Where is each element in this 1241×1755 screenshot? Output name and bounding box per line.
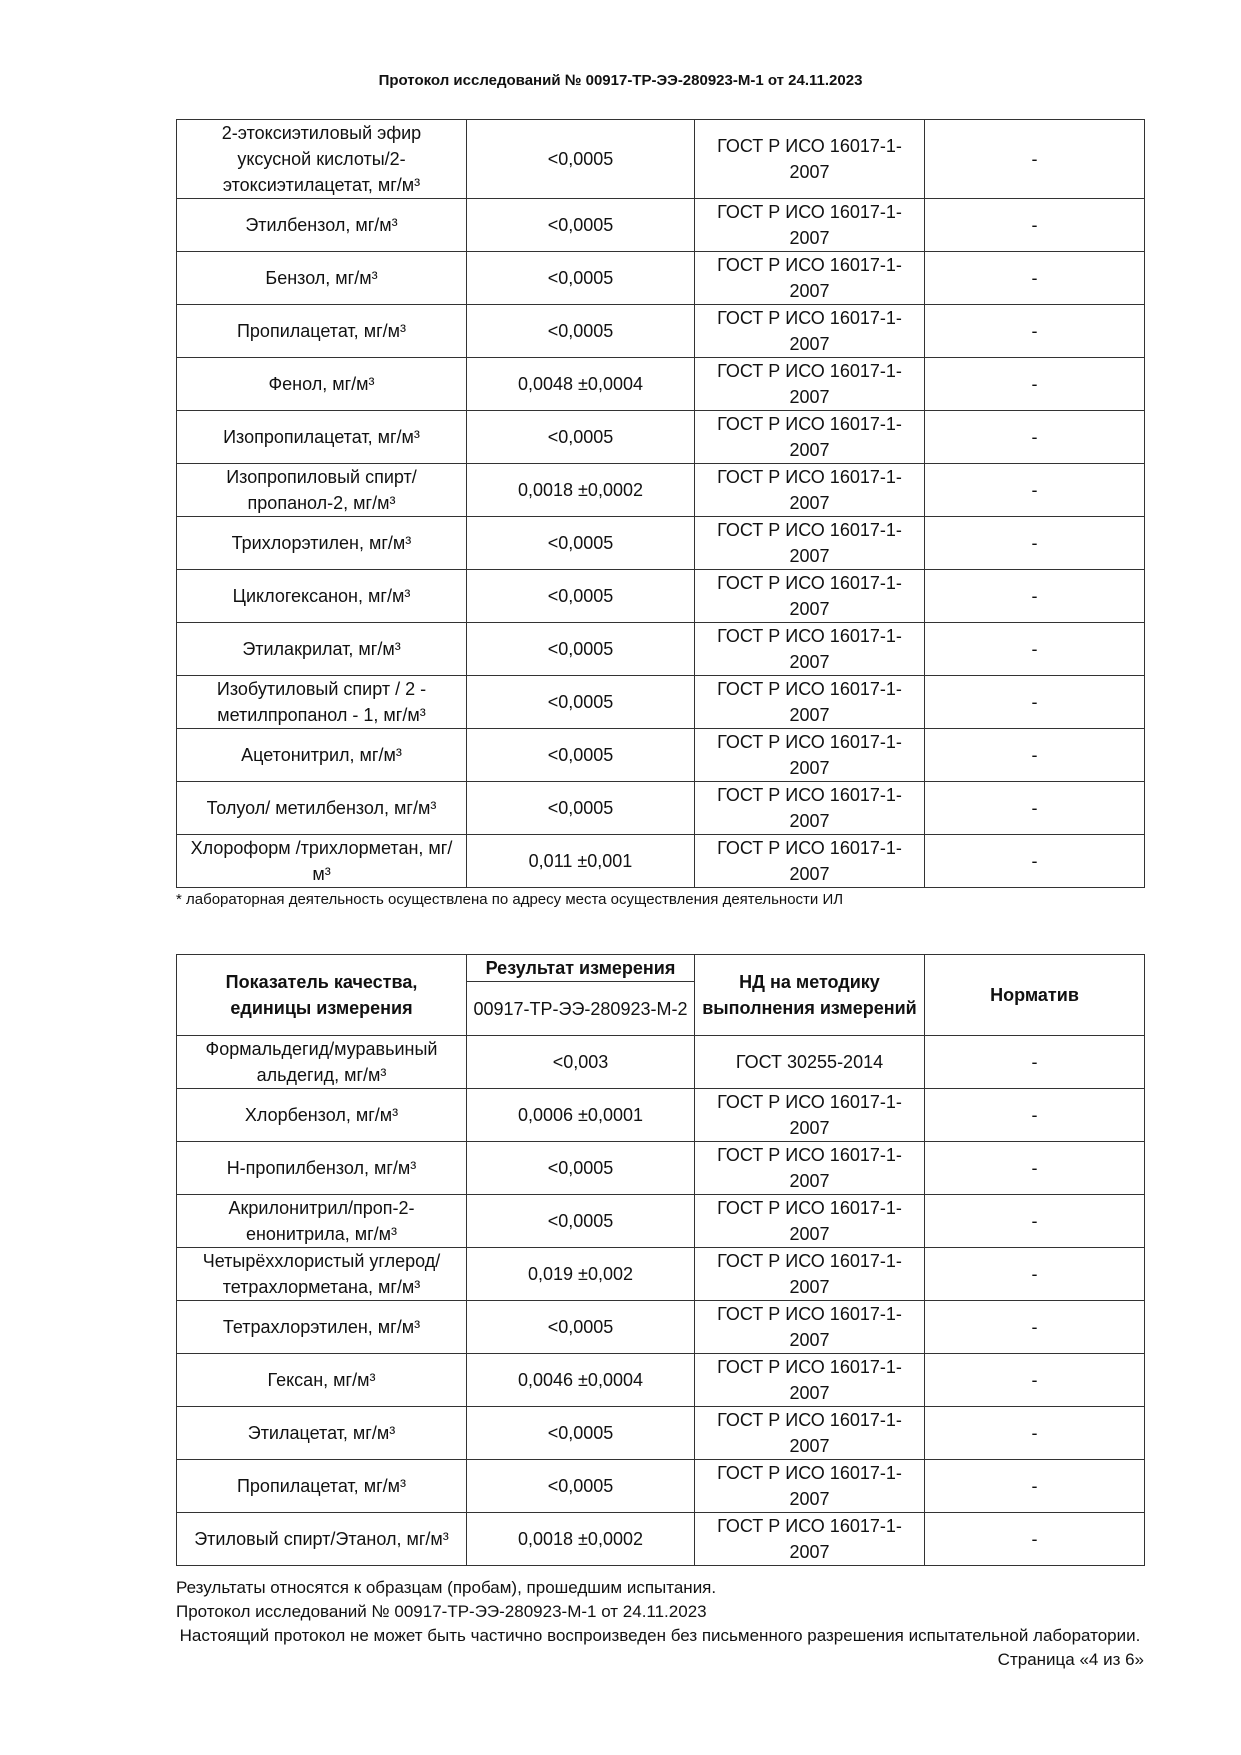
cell-indicator: Н-пропилбензол, мг/м³ (177, 1142, 467, 1195)
cell-result: 0,0018 ±0,0002 (467, 464, 695, 517)
cell-method: ГОСТ Р ИСО 16017-1-2007 (695, 1301, 925, 1354)
cell-norm: - (925, 358, 1145, 411)
cell-method: ГОСТ Р ИСО 16017-1-2007 (695, 305, 925, 358)
table-row (177, 1248, 1145, 1301)
cell-result: <0,0005 (467, 305, 695, 358)
cell-result: <0,0005 (467, 1142, 695, 1195)
table-row (177, 1460, 1145, 1513)
header-indicator: Показатель качества, единицы измерения (177, 955, 467, 1036)
cell-norm: - (925, 623, 1145, 676)
table-row (177, 358, 1145, 411)
cell-indicator: Изобутиловый спирт / 2 - метилпропанол - 1, мг/м³ (177, 676, 467, 729)
cell-method: ГОСТ Р ИСО 16017-1-2007 (695, 120, 925, 199)
cell-result: <0,0005 (467, 729, 695, 782)
table-row (177, 835, 1145, 888)
cell-indicator: Хлорбензол, мг/м³ (177, 1089, 467, 1142)
cell-indicator: Ацетонитрил, мг/м³ (177, 729, 467, 782)
header-norm: Норматив (925, 955, 1145, 1036)
cell-indicator: Трихлорэтилен, мг/м³ (177, 517, 467, 570)
cell-method: ГОСТ Р ИСО 16017-1-2007 (695, 1460, 925, 1513)
cell-method: ГОСТ Р ИСО 16017-1-2007 (695, 411, 925, 464)
table-row (177, 676, 1145, 729)
cell-result: <0,0005 (467, 570, 695, 623)
cell-norm: - (925, 199, 1145, 252)
cell-indicator: Акрилонитрил/проп-2-енонитрила, мг/м³ (177, 1195, 467, 1248)
cell-norm: - (925, 729, 1145, 782)
table-row (177, 411, 1145, 464)
results-table-2-body (177, 1036, 1145, 1566)
cell-method: ГОСТ Р ИСО 16017-1-2007 (695, 1089, 925, 1142)
cell-result: <0,0005 (467, 676, 695, 729)
cell-norm: - (925, 676, 1145, 729)
cell-indicator: Толуол/ метилбензол, мг/м³ (177, 782, 467, 835)
cell-result: 0,0018 ±0,0002 (467, 1513, 695, 1566)
cell-norm: - (925, 835, 1145, 888)
table-row (177, 252, 1145, 305)
cell-method: ГОСТ Р ИСО 16017-1-2007 (695, 358, 925, 411)
cell-norm: - (925, 570, 1145, 623)
table-row (177, 1513, 1145, 1566)
cell-method: ГОСТ Р ИСО 16017-1-2007 (695, 1407, 925, 1460)
results-table-1-body (177, 120, 1145, 888)
table-row (177, 1142, 1145, 1195)
results-table-2 (176, 954, 1145, 1566)
table-row (177, 1407, 1145, 1460)
table-row (177, 623, 1145, 676)
cell-indicator: Этилбензол, мг/м³ (177, 199, 467, 252)
cell-result: <0,0005 (467, 517, 695, 570)
cell-indicator: 2-этоксиэтиловый эфир уксусной кислоты/2-этоксиэтилацетат, мг/м³ (177, 120, 467, 199)
cell-method: ГОСТ Р ИСО 16017-1-2007 (695, 623, 925, 676)
cell-norm: - (925, 1407, 1145, 1460)
cell-method: ГОСТ Р ИСО 16017-1-2007 (695, 1354, 925, 1407)
cell-method: ГОСТ Р ИСО 16017-1-2007 (695, 464, 925, 517)
cell-indicator: Бензол, мг/м³ (177, 252, 467, 305)
table-row (177, 570, 1145, 623)
cell-norm: - (925, 1195, 1145, 1248)
cell-norm: - (925, 517, 1145, 570)
header-sample-id: 00917-ТР-ЭЭ-280923-М-2 (467, 982, 695, 1036)
cell-indicator: Изопропилацетат, мг/м³ (177, 411, 467, 464)
page-header: Протокол исследований № 00917-ТР-ЭЭ-280923-М-1 от 24.11.2023 (378, 72, 863, 89)
cell-method: ГОСТ Р ИСО 16017-1-2007 (695, 570, 925, 623)
table-row (177, 517, 1145, 570)
cell-method: ГОСТ Р ИСО 16017-1-2007 (695, 1142, 925, 1195)
cell-norm: - (925, 1248, 1145, 1301)
cell-indicator: Изопропиловый спирт/пропанол-2, мг/м³ (177, 464, 467, 517)
cell-result: <0,0005 (467, 623, 695, 676)
cell-indicator: Циклогексанон, мг/м³ (177, 570, 467, 623)
cell-indicator: Фенол, мг/м³ (177, 358, 467, 411)
cell-result: 0,0048 ±0,0004 (467, 358, 695, 411)
cell-norm: - (925, 1354, 1145, 1407)
results-table-2-header (177, 955, 1145, 1036)
cell-method: ГОСТ Р ИСО 16017-1-2007 (695, 729, 925, 782)
notes-line-1: Результаты относятся к образцам (пробам), прошедшим испытания. (176, 1578, 717, 1597)
table-row (177, 1354, 1145, 1407)
table-row (177, 782, 1145, 835)
notes-line-3: Настоящий протокол не может быть частично воспроизведен без письменного разрешения испытательной лаборатории. (179, 1626, 1141, 1645)
header-result: Результат измерения (467, 955, 695, 982)
cell-result: <0,0005 (467, 411, 695, 464)
cell-indicator: Этилакрилат, мг/м³ (177, 623, 467, 676)
table-row (177, 1036, 1145, 1089)
cell-norm: - (925, 120, 1145, 199)
cell-result: <0,0005 (467, 1301, 695, 1354)
table-row (177, 1195, 1145, 1248)
cell-norm: - (925, 464, 1145, 517)
cell-result: 0,019 ±0,002 (467, 1248, 695, 1301)
cell-norm: - (925, 1513, 1145, 1566)
cell-method: ГОСТ Р ИСО 16017-1-2007 (695, 676, 925, 729)
cell-norm: - (925, 411, 1145, 464)
cell-result: <0,0005 (467, 199, 695, 252)
cell-indicator: Пропилацетат, мг/м³ (177, 305, 467, 358)
table-row (177, 199, 1145, 252)
cell-indicator: Этиловый спирт/Этанол, мг/м³ (177, 1513, 467, 1566)
cell-method: ГОСТ Р ИСО 16017-1-2007 (695, 782, 925, 835)
cell-norm: - (925, 305, 1145, 358)
results-table-1 (176, 119, 1145, 888)
cell-norm: - (925, 252, 1145, 305)
footer-notes (176, 1576, 1144, 1672)
page-number: Страница «4 из 6» (997, 1650, 1144, 1669)
cell-norm: - (925, 1142, 1145, 1195)
cell-norm: - (925, 1460, 1145, 1513)
cell-method: ГОСТ Р ИСО 16017-1-2007 (695, 1513, 925, 1566)
cell-norm: - (925, 1036, 1145, 1089)
table-row (177, 120, 1145, 199)
table-row (177, 464, 1145, 517)
cell-indicator: Формальдегид/муравьиный альдегид, мг/м³ (177, 1036, 467, 1089)
cell-result: <0,0005 (467, 782, 695, 835)
cell-method: ГОСТ 30255-2014 (695, 1036, 925, 1089)
cell-result: <0,0005 (467, 252, 695, 305)
cell-indicator: Этилацетат, мг/м³ (177, 1407, 467, 1460)
cell-result: <0,0005 (467, 1195, 695, 1248)
cell-method: ГОСТ Р ИСО 16017-1-2007 (695, 199, 925, 252)
header-method: НД на методику выполнения измерений (695, 955, 925, 1036)
cell-result: <0,0005 (467, 1460, 695, 1513)
cell-norm: - (925, 782, 1145, 835)
cell-result: <0,0005 (467, 120, 695, 199)
cell-indicator: Тетрахлорэтилен, мг/м³ (177, 1301, 467, 1354)
cell-method: ГОСТ Р ИСО 16017-1-2007 (695, 1248, 925, 1301)
cell-result: 0,011 ±0,001 (467, 835, 695, 888)
cell-indicator: Пропилацетат, мг/м³ (177, 1460, 467, 1513)
cell-norm: - (925, 1089, 1145, 1142)
cell-result: 0,0006 ±0,0001 (467, 1089, 695, 1142)
table-row (177, 1301, 1145, 1354)
cell-method: ГОСТ Р ИСО 16017-1-2007 (695, 1195, 925, 1248)
table-row (177, 729, 1145, 782)
table-row (177, 1089, 1145, 1142)
table-row (177, 305, 1145, 358)
cell-result: <0,003 (467, 1036, 695, 1089)
cell-method: ГОСТ Р ИСО 16017-1-2007 (695, 252, 925, 305)
cell-indicator: Четырёххлористый углерод/ тетрахлорметана, мг/м³ (177, 1248, 467, 1301)
footnote: * лабораторная деятельность осуществлена по адресу места осуществления деятельности ИЛ (176, 891, 844, 908)
notes-line-2: Протокол исследований № 00917-ТР-ЭЭ-280923-М-1 от 24.11.2023 (176, 1602, 707, 1621)
cell-result: 0,0046 ±0,0004 (467, 1354, 695, 1407)
cell-norm: - (925, 1301, 1145, 1354)
cell-indicator: Гексан, мг/м³ (177, 1354, 467, 1407)
cell-method: ГОСТ Р ИСО 16017-1-2007 (695, 517, 925, 570)
cell-result: <0,0005 (467, 1407, 695, 1460)
cell-indicator: Хлороформ /трихлорметан, мг/м³ (177, 835, 467, 888)
cell-method: ГОСТ Р ИСО 16017-1-2007 (695, 835, 925, 888)
